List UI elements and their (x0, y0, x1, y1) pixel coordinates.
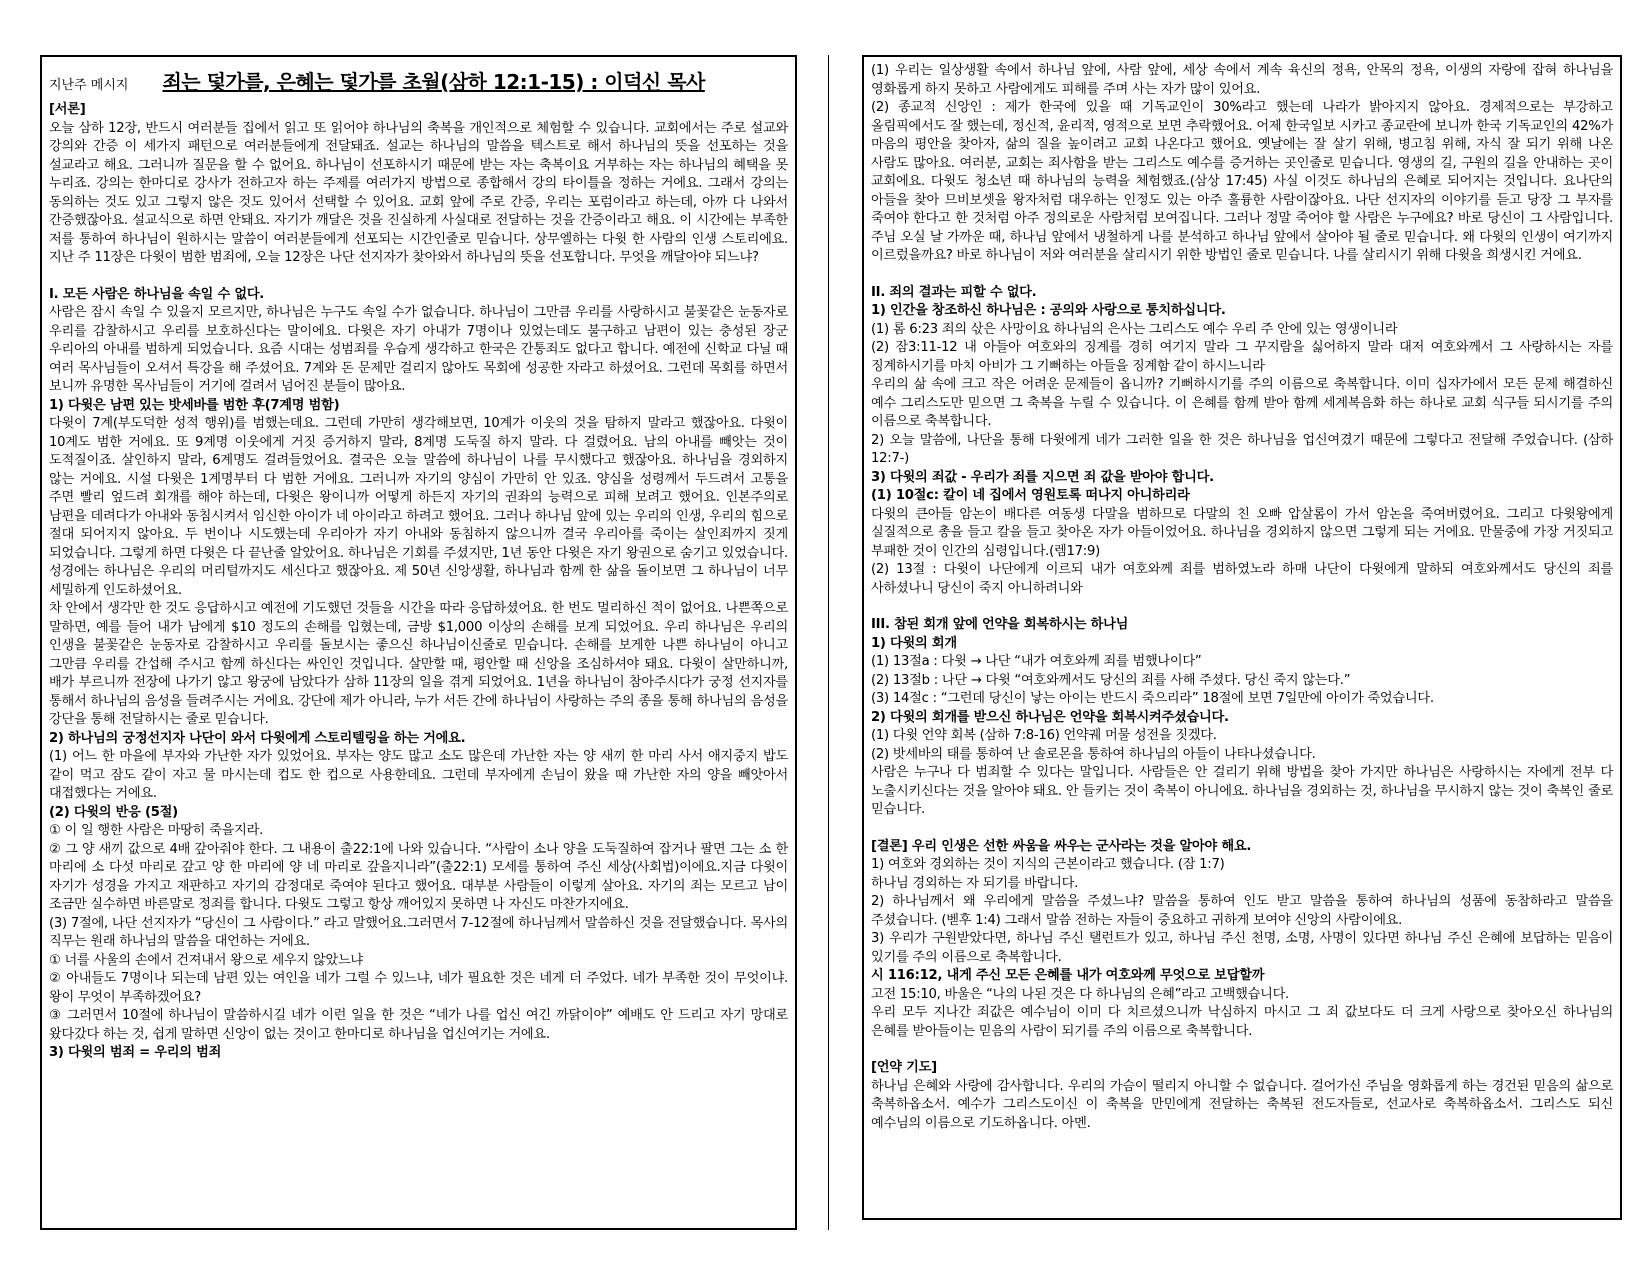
right-para-2: (2) 종교적 신앙인 : 제가 한국에 있을 때 기독교인이 30%라고 했는데 나라가 밝아지지 않아요. 경제적으로는 부강하고 올림픽에서도 잘 했는데, 정신적, 윤리적, 영적으로 보면 추락했어요. 어제 한국일보 시카고 종교란에 보니까 한국 기독교인의 42%가 마음의 평안을 찾아자, 삶의 질을 높이려고 교회 나온다고 했어요. 옛날에는 잘 살기 위해, 병고침 위해, 자식 잘 되기 위해 나온 사람도 많아요. 여러분, 교회는 죄사함을 받는 그리스도 예수를 증거하는 곳인줄로 믿습니다. 영생의 길, 구원의 길을 안내하는 곳이 교회에요. 다윗도 청소년 때 하나님의 능력을 체험했죠.(삼상 17:45) 사실 이것도 하나님의 은혜로 되어지는 것입니다. 요나단의 아들을 찾아 므비보셋을 왕자처럼 대우하는 인정도 있는 아주 훌륭한 사람이잖아요. 나단 선지자의 이야기를 듣고 당장 그 부자를 죽여야 한다고 한 것처럼 아주 정의로운 사람처럼 보여집니다. 그러나 정말 죽어야 할 사람은 누구에요? 바로 당신이 그 사람입니다. 주님 오실 날 가까운 때, 하나님 앞에서 냉철하게 나를 분석하고 하나님 앞에서 살아야 될 줄로 믿습니다. 왜 다윗의 인생이 여기까지 이르렀을까요? 바로 하나님이 저와 여러분을 살리시기 위한 방법인 줄로 믿습니다. 나를 살리시기 위해 다윗을 희생시킨 거에요. (871, 100, 1613, 263)
section-2-sub-1: 1) 인간을 창조하신 하나님은 : 공의와 사랑으로 통치하십니다. (871, 303, 1226, 318)
conclusion-heading: [결론] 우리 인생은 선한 싸움을 싸우는 군사라는 것을 알아야 해요. (871, 838, 1252, 854)
section-2-sub-1-1: (1) 롬 6:23 죄의 삯은 사망이요 하나님의 은사는 그리스도 예수 우리 주 안에 있는 영생이니라 (871, 321, 1398, 337)
section-3-sub-2-1: (1) 다윗 언약 회복 (삼하 7:8-16) 언약궤 머물 성전을 짓겠다. (871, 728, 1217, 743)
section-3-sub-2: 2) 다윗의 회개를 받으신 하나님은 언약을 회복시켜주셨습니다. (871, 709, 1229, 725)
section-2-heading: II. 죄의 결과는 피할 수 없다. (871, 284, 1037, 300)
spacer (871, 1041, 1613, 1059)
subsection-2-heading: 2) 하나님의 궁정선지자 나단이 와서 다윗에게 스토리텔링을 하는 거에요. (49, 730, 466, 746)
section-2-sub-3: 3) 다윗의 죄값 - 우리가 죄를 지으면 죄 값을 받아야 합니다. (871, 469, 1214, 485)
section-2-sub-2: 2) 오늘 말씀에, 나단을 통해 다윗에게 네가 그러한 일을 한 것은 하나님을 업신여겼기 때문에 그렇다고 전달해 주었습니다. (삼하 12:7-) (871, 432, 1613, 466)
subsection-3-heading: 3) 다윗의 범죄 = 우리의 범죄 (49, 1045, 222, 1060)
subsection-2-body: (1) 어느 한 마을에 부자와 가난한 자가 있었어요. 부자는 양도 많고 소도 많은데 가난한 자는 양 새끼 한 마리 사서 애지중지 밥도 같이 먹고 잠도 같이 자고 물 마시는데 컵도 한 컵으로 사용한데요. 그런데 부자에게 손님이 왔을 때 가난한 자의 양을 빼앗아서 대접했다는 거에요. (49, 749, 788, 801)
section-2-sub-1-2: (2) 잠3:11-12 내 아들아 여호와의 징계를 경히 여기지 말라 그 꾸지람을 싫어하지 말라 대저 여호와께서 그 사랑하시는 자를 징계하시기를 마치 아비가 그 기뻐하는 아들을 징계함 같이 하시느니라 (871, 340, 1613, 374)
subsection-2-item-3: (3) 7절에, 나단 선지자가 “당신이 그 사람이다.” 라고 말했어요.그러면서 7-12절에 하나님께서 말씀하신 것을 전달했습니다. 목사의 직무는 원래 하나님의 말씀을 대언하는 거에요. (49, 915, 788, 949)
conclusion-1b: 하나님 경외하는 자 되기를 바랍니다. (871, 875, 1079, 891)
section-3-sub-2-3: 사람은 누구나 다 범죄할 수 있다는 말입니다. 사람들은 안 걸리기 위해 방법을 찾아 가지만 하나님은 사랑하시는 자에게 전부 다 노출시키신다는 것을 알아야 돼요. 안 들키는 것이 축복이 아니에요. 하나님을 경외하는 것, 하나님을 무시하지 않는 것이 축복인 줄로 믿습니다. (871, 765, 1613, 817)
right-para-1: (1) 우리는 일상생활 속에서 하나님 앞에, 사람 앞에, 세상 속에서 계속 육신의 정욕, 안목의 정욕, 이생의 자랑에 잡혀 하나님을 영화롭게 하지 못하고 사람에게도 피해를 주며 사는 자가 많이 있어요. (871, 63, 1613, 97)
section-3-sub-2-2: (2) 밧세바의 태를 통하여 난 솔로몬을 통하여 하나님의 아들이 나타나셨습니다. (871, 746, 1316, 762)
page-divider (828, 55, 829, 1230)
subsection-2-item-3-2: ② 아내들도 7명이나 되는데 남편 있는 여인을 네가 그럴 수 있느냐, 네가 필요한 것은 네게 더 주었다. 네가 부족한 것이 무엇이냐. 왕이 무엇이 부족하겠어요? (49, 971, 788, 1005)
prayer-body: 하나님 은혜와 사랑에 감사합니다. 우리의 가슴이 떨리지 아니할 수 없습니다. 걸어가신 주님을 영화롭게 하는 경건된 믿음의 삶으로 축복하옵소서. 예수가 그리스도이신 이 축복을 만민에게 전달하는 축복된 전도자들로, 선교사로 축복하옵소서. 그리스도 되신 예수님의 이름으로 기도하옵니다. 아멘. (871, 1078, 1613, 1131)
conclusion-4: 시 116:12, 내게 주신 모든 은혜를 내가 여호와께 무엇으로 보답할까 (871, 968, 1265, 983)
left-page (40, 55, 797, 1230)
header-label: 지난주 메시지 (49, 78, 129, 93)
conclusion-2: 2) 하나님께서 왜 우리에게 말씀을 주셨느냐? 말씀을 통하여 인도 받고 말씀을 통하여 하나님의 성품에 동참하라고 말씀을 주셨습니다. (벧후 1:4) 그래서 말씀 전하는 자들이 중요하고 귀하게 보여야 신앙의 사람이에요. (871, 894, 1613, 928)
section-3-sub-1: 1) 다윗의 회개 (871, 635, 957, 651)
document-header (49, 66, 788, 95)
prayer-heading: [언약 기도] (871, 1060, 937, 1075)
spacer (871, 820, 1613, 838)
subsection-2-item-3-1: ① 너를 사울의 손에서 건져내서 왕으로 세우지 않았느냐 (49, 952, 363, 968)
subsection-1-heading: 1) 다윗은 남편 있는 밧세바를 범한 후(7계명 범함) (49, 397, 340, 413)
spacer (871, 266, 1613, 284)
section-3-sub-1-2: (2) 13절b : 나단 → 다윗 “여호와께서도 당신의 죄를 사해 주셨다. 당신 죽지 않는다.” (871, 672, 1351, 688)
conclusion-6: 우리 모두 지나간 죄값은 예수님이 이미 다 치르셨으니까 낙심하지 마시고 그 죄 값보다도 더 크게 사랑으로 찾아오신 하나님의 은혜를 받아들이는 믿음의 사람이 되기를 주의 이름으로 축복합니다. (871, 1005, 1613, 1039)
subsection-1-body-2: 차 안에서 생각만 한 것도 응답하시고 예전에 기도했던 것들을 시간을 따라 응답하셨어요. 한 번도 멀리하신 적이 없어요. 나쁜쪽으로 말하면, 예를 들어 내가 남에게 $10 정도의 손해를 입혔는데, 금방 $1,000 이상의 손해를 보게 되었어요. 우리 하나님은 우리의 인생을 불꽃같은 눈동자로 감찰하시고 우리를 돌보시는 좋으신 하나님이신줄로 믿습니다. 손해를 보게한 나쁜 하나님이 아니고 그만큼 우리를 간섭해 주시고 함께 하신다는 싸인인 것입니다. 살만할 때, 평안할 때 신앙을 조심하셔야 돼요. 다윗이 살만하니까, 배가 부르니까 전장에 나가기 않고 왕궁에 남았다가 삼하 11장의 일을 겪게 되었어요. 1년을 하나님이 참아주시다가 궁정 선지자를 통해서 하나님의 음성을 들려주시는 거에요. 강단에 제가 아니라, 누가 서든 간에 하나님이 사랑하는 주의 종을 통해 하나님의 음성을 강단을 통해 전달하시는 줄로 믿습니다. (49, 601, 788, 727)
subsection-2-item-2: (2) 다윗의 반응 (5절) (49, 804, 178, 820)
section-3-sub-1-3: (3) 14절c : “그런데 당신이 낳는 아이는 반드시 죽으리라” 18절에 보면 7일만에 아이가 죽었습니다. (871, 691, 1434, 706)
section-2-sub-3-2: (2) 13절 : 다윗이 나단에게 이르되 내가 여호와께 죄를 범하였노라 하매 나단이 다윗에게 말하되 여호와께서도 당신의 죄를 사하셨나니 당신이 죽지 아니하려니와 (871, 562, 1613, 596)
section-1-heading: I. 모든 사람은 하나님을 속일 수 없다. (49, 286, 265, 302)
conclusion-5: 고전 15:10, 바울은 “나의 나된 것은 다 하나님의 은혜”라고 고백했습니다. (871, 986, 1289, 1002)
spacer (871, 598, 1613, 616)
section-3-heading: III. 참된 회개 앞에 언약을 회복하시는 하나님 (871, 617, 1129, 632)
intro-heading: [서론] (49, 102, 86, 117)
section-2-sub-1-3: 우리의 삶 속에 크고 작은 어려운 문제들이 옵니까? 기뻐하시기를 주의 이름으로 축복합니다. 이미 십자가에서 모든 문제 해결하신 예수 그리스도만 믿으면 그 축복을 누릴 수 있습니다. 이 은혜를 함께 받아 함께 세계복음화 하는 하나로 교회 식구들 되시기를 주의 이름으로 축복합니다. (871, 377, 1613, 429)
section-3-sub-1-1: (1) 13절a : 다윗 → 나단 “내가 여호와께 죄를 범했나이다” (871, 654, 1202, 669)
conclusion-1: 1) 여호와 경외하는 것이 지식의 근본이라고 했습니다. (잠 1:7) (871, 857, 1225, 872)
subsection-2-item-2-1: ① 이 일 행한 사람은 마땅히 죽을지라. (49, 823, 264, 838)
sermon-title: 죄는 덫가를, 은혜는 덫가를 초월(삼하 12:1-15) : 이덕신 목사 (162, 70, 705, 94)
right-page (862, 55, 1622, 1220)
subsection-1-body: 다윗이 7계(부도덕한 성적 행위)를 범했는데요. 그런데 가만히 생각해보면, 10계가 이웃의 것을 탐하지 말라고 했잖아요. 다윗이 10계도 범한 거에요. 또 9계명 이웃에게 거짓 증거하지 말라, 8계명 도둑질 하지 말라. 다 걸렸어요. 남의 아내를 빼앗는 것이 도적질이죠. 살인하지 말라, 6계명도 걸려들었어요. 결국은 오늘 말씀에 하나님이 나를 무시했다고 했잖아요. 하나님을 경외하지 않는 거에요. 시설 다윗은 1계명부터 다 범한 거에요. 그러니까 자기의 양심이 가만히 안 있죠. 양심을 성령께서 두드려서 고통을 주면 빨리 엎드려 회개를 해야 하는데, 다윗은 왕이니까 어떻게 하든지 자기의 권좌의 능력으로 피해 보려고 했어요. 인본주의로 남편을 데려다가 아내와 동침시켜서 임신한 아이가 네 아이라고 하려고 했어요. 그러나 하나님 앞에 있는 우리의 인생, 우리의 힘으로 절대 되어지지 않아요. 두 번이나 시도했는데 우리아가 자기 아내와 동침하지 않으니까 결국 우리아를 죽이는 살인죄까지 짓게 되었습니다. 그렇게 하면 다윗은 다 끝난줄 알았어요. 하나님은 기회를 주셨지만, 1년 동안 다윗은 자기 왕권으로 숨기고 있었습니다. 성경에는 하나님은 우리의 머리털까지도 세신다고 했잖아요. 제 50년 신앙생활, 하나님과 함께 한 삶을 돌이보면 그 하나님이 너무 세밀하게 인도하셨어요. (49, 416, 788, 598)
subsection-2-item-2-2: ② 그 양 새끼 값으로 4배 갚아줘야 한다. 그 내용이 출22:1에 나와 있습니다. “사람이 소나 양을 도둑질하여 잡거나 팔면 그는 소 한 마리에 소 다섯 마리로 갚고 양 한 마리에 양 네 마리로 갚을지니라”(출22:1) 모세를 통하여 주신 세상(사회법)이에요.지금 다윗이 자기가 성경을 가지고 재판하고 자기의 감정대로 죽여야 된다고 했어요. 대부분 사람들이 이렇게 살아요. 자기의 죄는 모르고 남이 조금만 실수하면 바른말로 정죄를 합니다. 다윗도 그렇고 항상 깨어있지 못하면 나 자신도 마찬가지에요. (49, 841, 788, 912)
conclusion-3: 3) 우리가 구원받았다면, 하나님 주신 탤런트가 있고, 하나님 주신 천명, 소명, 사명이 있다면 하나님 주신 은혜에 보답하는 믿음이 있기를 주의 이름으로 축복합니다. (871, 931, 1613, 965)
section-2-sub-3-1-body: 다윗의 큰아들 암논이 배다른 여동생 다말을 범하므로 다말의 친 오빠 압살롬이 가서 암논을 죽여버렸어요. 그리고 다윗왕에게 실질적으로 총을 들고 칼을 들고 찾아온 자가 아들이었어요. 하나님을 경외하지 않으면 그렇게 되는 거에요. 만물중에 가장 거짓되고 부패한 것이 인간의 심령입니다.(렘17:9) (871, 506, 1613, 559)
subsection-2-item-3-3: ③ 그러면서 10절에 하나님이 말씀하시길 네가 이런 일을 한 것은 “네가 나를 업신 여긴 까닭이야” 예배도 안 드리고 자기 망대로 왔다갔다 하는 것, 쉽게 말하면 신앙이 없는 것이고 한마디로 하나님을 업신여기는 거에요. (49, 1008, 788, 1042)
spacer (49, 268, 788, 286)
section-1-body: 사람은 잠시 속일 수 있을지 모르지만, 하나님은 누구도 속일 수가 없습니다. 하나님이 그만큼 우리를 사랑하시고 불꽃같은 눈동자로 우리를 감찰하시고 우리를 보호하신다는 말이에요. 다윗은 자기 아내가 7명이나 있었는데도 불구하고 남편이 있는 충성된 장군 우리아의 아내를 범하게 되었습니다. 요즘 시대는 성범죄를 우습게 생각하고 한국은 간통죄도 없다고 합니다. 예전에 신학교 다닐 때 여러 목사님들이 오셔서 특강을 해 주셨어요. 7계와 돈 문제만 걸리지 않아도 목회에 성공한 자라고 하셨어요. 그런데 목회를 하면서 보니까 유명한 목사님들이 거기에 걸려서 넘어진 분들이 많아요. (49, 305, 788, 394)
section-2-sub-3-1: (1) 10절c: 칼이 네 집에서 영원토록 떠나지 아니하리라 (871, 488, 1190, 503)
intro-body: 오늘 삼하 12장, 반드시 여러분들 집에서 읽고 또 읽어야 하나님의 축복을 개인적으로 체험할 수 있습니다. 교회에서는 주로 설교와 강의와 간증 이 세가지 패턴으로 여러분들에게 전달돼죠. 설교는 하나님의 말씀을 텍스트로 해서 하나님의 뜻을 선포하는 것을 설교라고 해요. 그러니까 질문을 할 수 없어요. 하나님이 선포하시기 때문에 받는 자는 축복이요 거부하는 자는 하나님의 혜택을 못 누리죠. 강의는 한마디로 강사가 전하고자 하는 주제를 여러가지 방법으로 종합해서 강의 타이틀을 정하는 거에요. 그래서 강의는 동의하는 것도 있고 그렇지 않은 것도 있어서 선택할 수 있어요. 교회 앞에 주로 간증, 우리는 포럼이라고 하는데, 아까 다 나와서 간증했잖아요. 설교식으로 하면 안돼요. 자기가 깨달은 것을 진실하게 사실대로 전달하는 것을 간증이라고 해요. 이 시간에는 부족한 저를 통하여 하나님이 원하시는 말씀이 여러분들에게 선포되는 시간인줄로 믿습니다. 상무엘하는 다윗 한 사람의 인생 스토리에요. 지난 주 11장은 다윗이 범한 범죄에, 오늘 12장은 나단 선지자가 찾아와서 하나님의 뜻을 선포합니다. 무엇을 깨달아야 되느냐? (49, 120, 788, 265)
